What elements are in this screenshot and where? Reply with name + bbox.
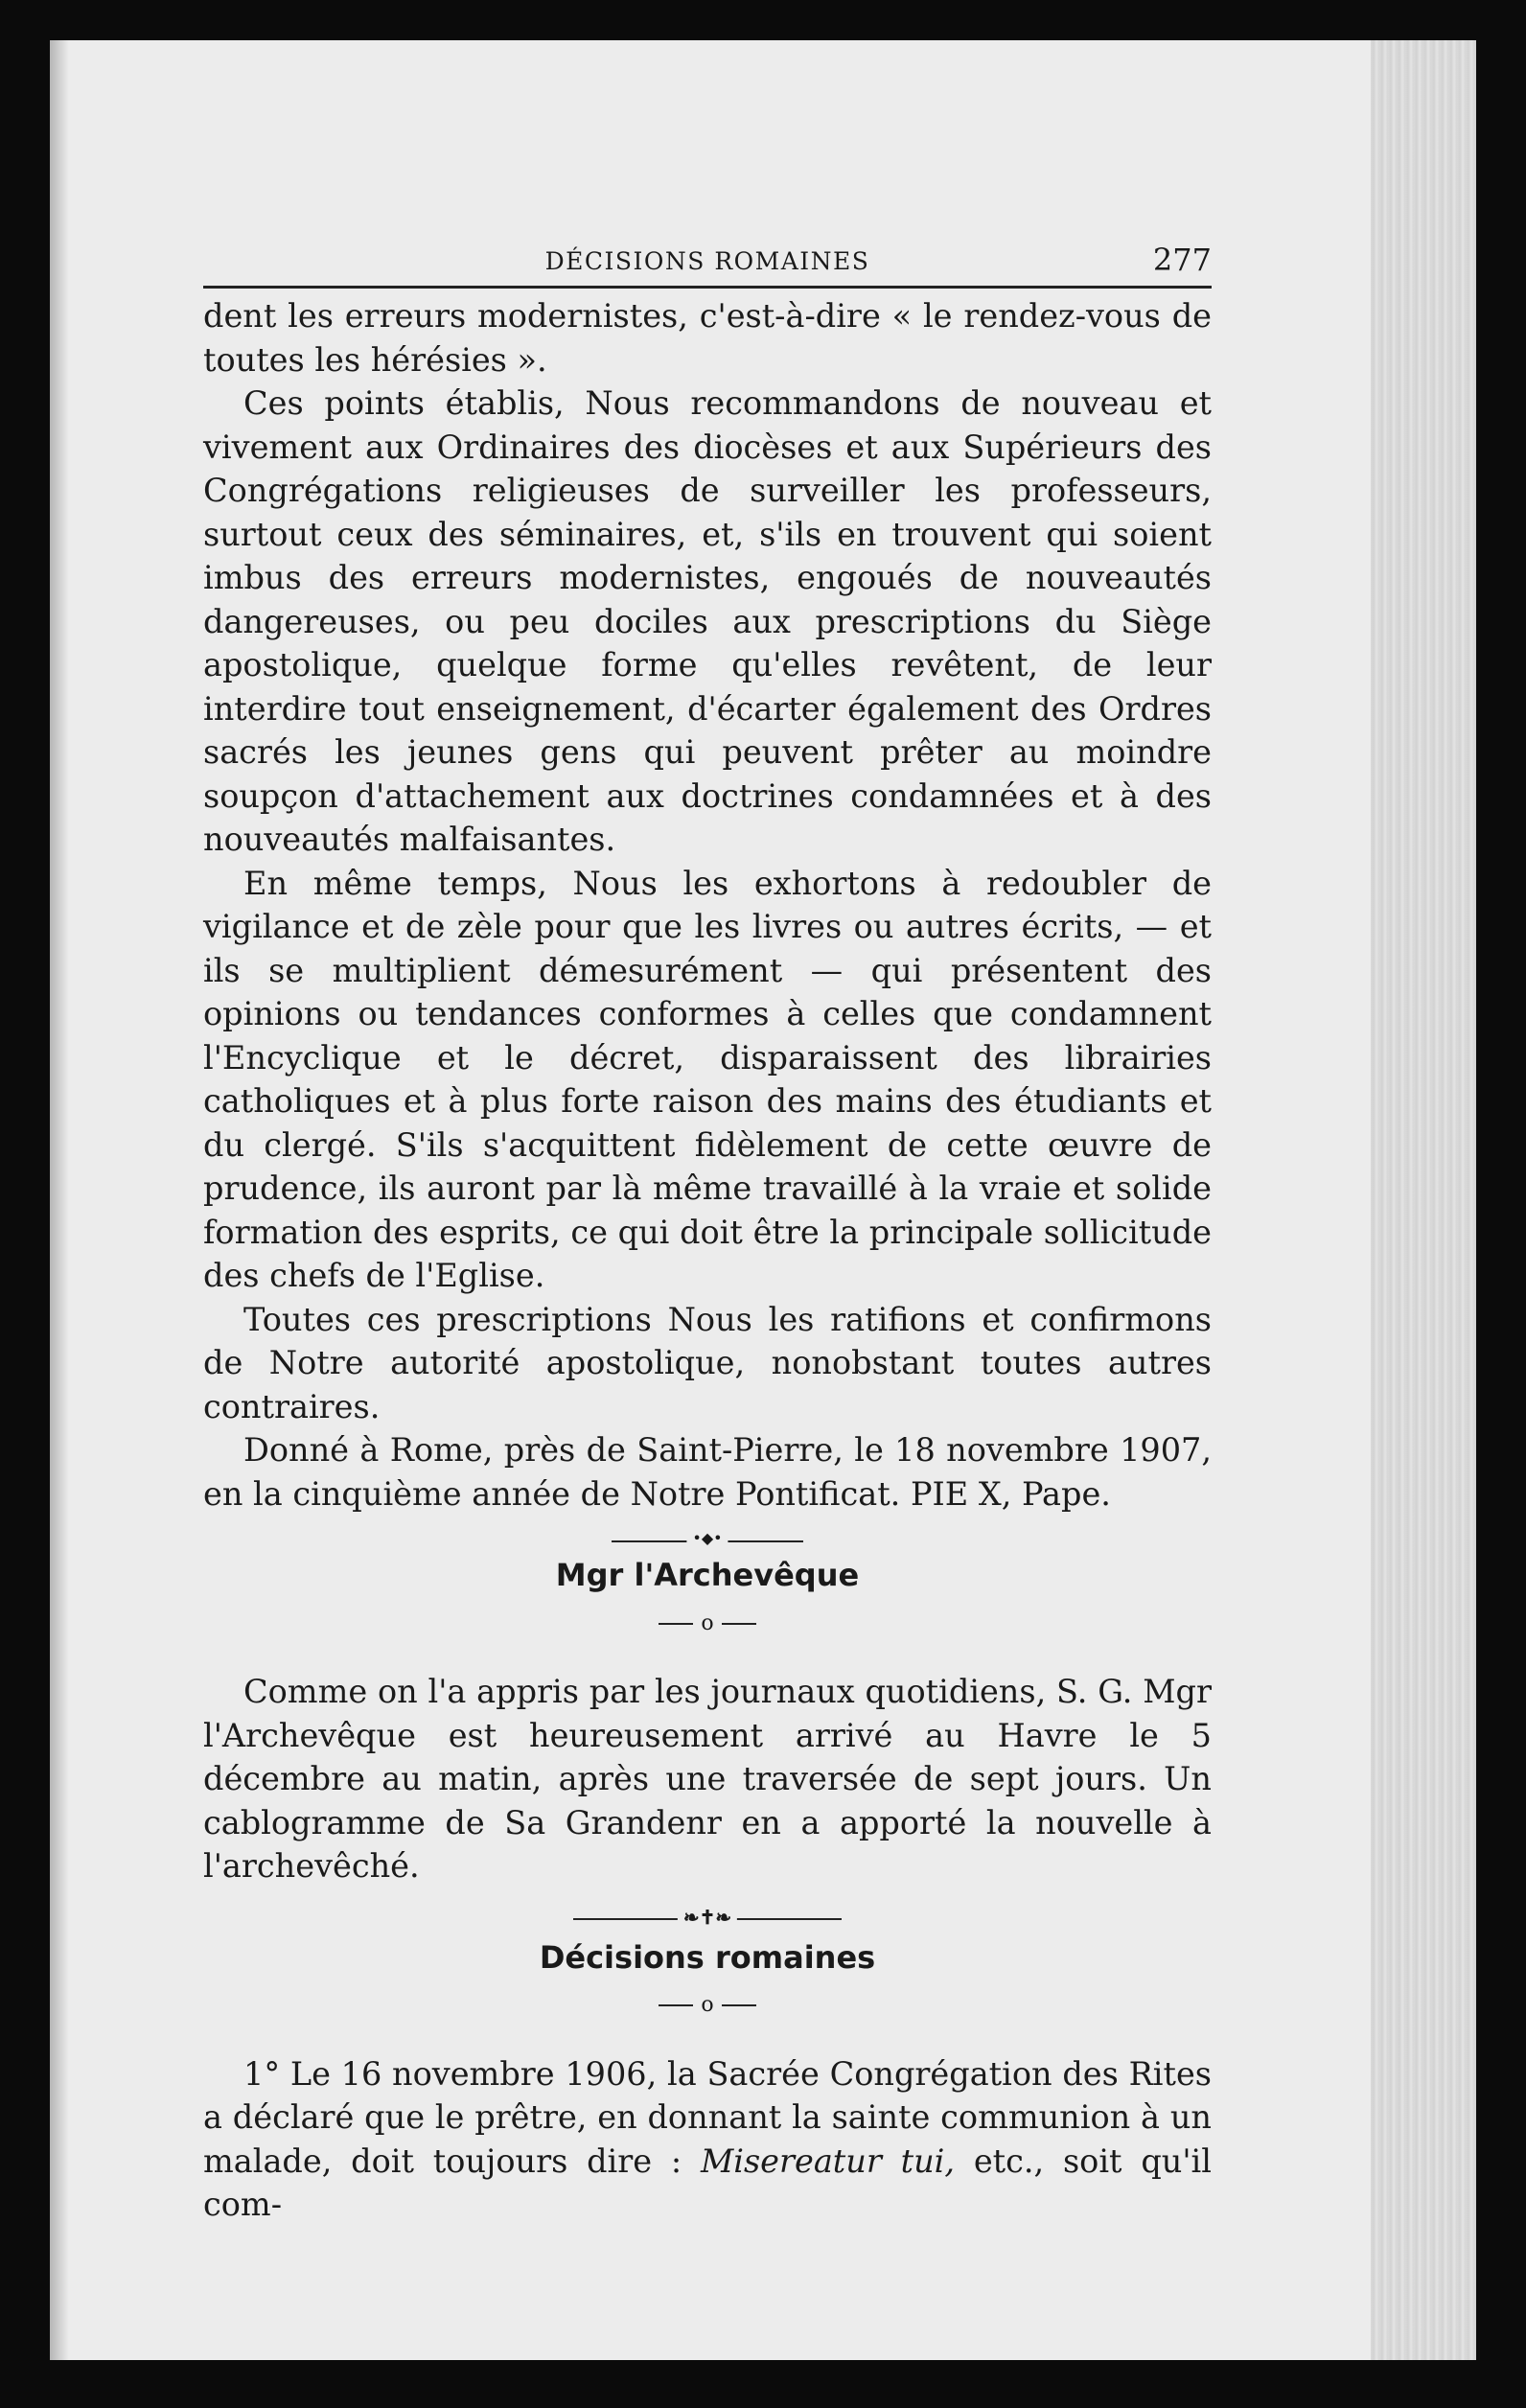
small-separator: o	[203, 1602, 1212, 1646]
paragraph-1: dent les erreurs modernistes, c'est-à-dire « le rendez-vous de toutes les hérésies ».	[203, 297, 1212, 379]
paragraph-decisions: 1° Le 16 novembre 1906, la Sacrée Congrégation des Rites a déclaré que le prêtre, en donnant la sainte communion à un malade, doit toujours dire : Misereatur tui, etc., soit qu'il com-	[203, 2054, 1212, 2223]
decorative-separator	[573, 1905, 842, 1929]
section-separator	[612, 1529, 803, 1547]
page-number: 277	[1152, 242, 1212, 278]
running-title: DÉCISIONS ROMAINES	[544, 247, 870, 275]
page-gutter-shadow	[50, 40, 69, 2360]
dating-clause: Donné à Rome, près de Saint-Pierre, le 18 novembre 1907, en la cinquième année de Notre Pontificat.	[203, 1431, 1212, 1513]
book-page	[50, 40, 1476, 2360]
body-text	[203, 294, 1212, 2227]
signature: PIE X, Pape.	[910, 1474, 1111, 1513]
decorative-ornament: ❧✝❧	[678, 1906, 737, 1929]
page-edges	[1371, 40, 1476, 2360]
small-separator-2: o	[203, 1983, 1212, 2027]
paragraph-5	[203, 1428, 1212, 1516]
section-title-archeveque: Mgr l'Archevêque	[555, 1557, 860, 1593]
page-content	[203, 240, 1212, 2227]
paragraph-3: En même temps, Nous les exhortons à redoubler de vigilance et de zèle pour que les livres ou autres écrits, — et ils se multiplient démesurément — qui présentent des opinions ou tendances conformes à celles que condamnent l'Encyclique et le décret, disparaissent des librairies catholiques et à plus forte raison des mains des étudiants et du clergé. S'ils s'acquittent fidèlement de cette œuvre de prudence, ils auront par là même travaillé à la vraie et solide formation des esprits, ce qui doit être la principale sollicitude des chefs de l'Eglise.	[203, 864, 1212, 1294]
running-head	[203, 240, 1212, 289]
separator-ornament: •◆•	[686, 1529, 728, 1548]
latin-phrase: Misereatur tui,	[700, 2142, 956, 2180]
paragraph-archeveque: Comme on l'a appris par les journaux quotidiens, S. G. Mgr l'Archevêque est heureusement arrivé au Havre le 5 décembre au matin, après une traversée de sept jours. Un cablogramme de Sa Grandenr en a apporté la nouvelle à l'archevêché.	[203, 1673, 1212, 1885]
section-title-decisions: Décisions romaines	[539, 1938, 876, 1976]
paragraph-4: Toutes ces prescriptions Nous les ratifions et confirmons de Notre autorité apostolique, nonobstant toutes autres contraires.	[203, 1300, 1212, 1425]
paragraph-2: Ces points établis, Nous recommandons de nouveau et vivement aux Ordinaires des diocèses et aux Supérieurs des Congrégations religieuses de surveiller les professeurs, surtout ceux des séminaires, et, s'ils en trouvent qui soient imbus des erreurs modernistes, engoués de nouveautés dangereuses, ou peu dociles aux prescriptions du Siège apostolique, quelque forme qu'elles revêtent, de leur interdire tout enseignement, d'écarter également des Ordres sacrés les jeunes gens qui peuvent prêter au moindre soupçon d'attachement aux doctrines condamnées et à des nouveautés malfaisantes.	[203, 384, 1212, 858]
